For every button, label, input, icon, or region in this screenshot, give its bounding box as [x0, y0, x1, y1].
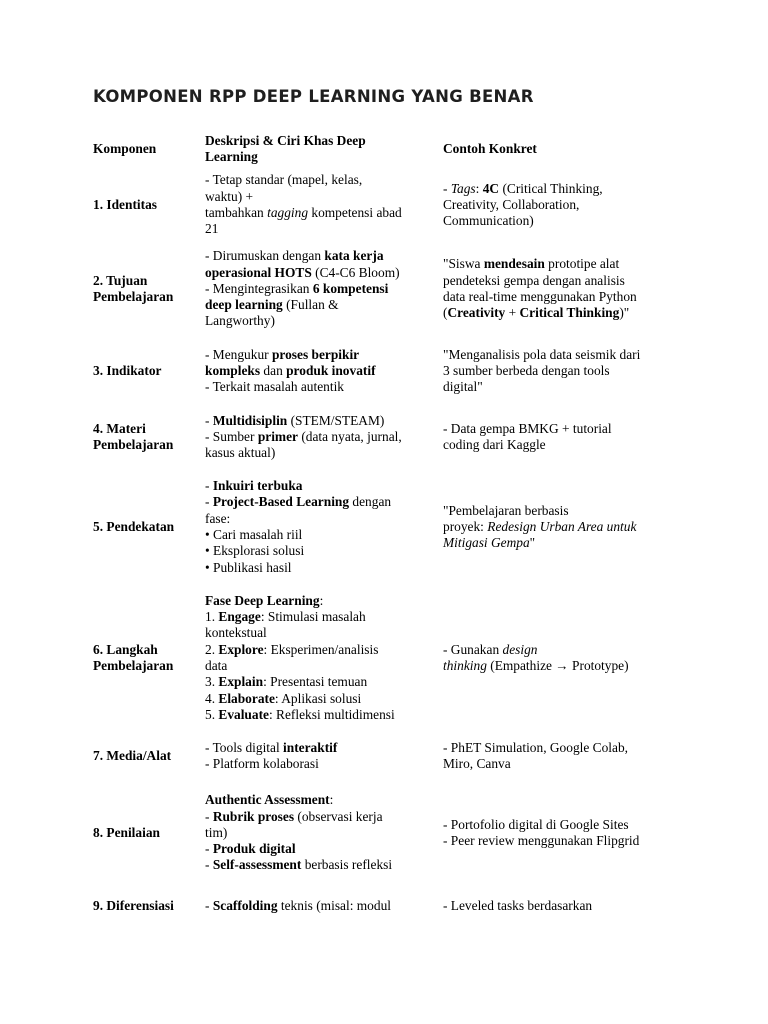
component-name-line: 6. Langkah — [93, 641, 158, 657]
text-line — [443, 740, 679, 756]
text-segment: - Sumber — [205, 428, 258, 444]
bold-text: Authentic Assessment — [205, 792, 330, 808]
text-segment: : Aplikasi solusi — [274, 690, 362, 706]
text-line — [205, 825, 439, 841]
text-segment: (Fullan & — [282, 297, 339, 313]
text-segment: dengan — [349, 494, 392, 510]
bold-text: 6 kompetensi — [312, 280, 389, 296]
text-segment: - Terkait masalah autentik — [205, 379, 344, 395]
bold-text: interaktif — [283, 739, 338, 755]
bold-text: Explain — [218, 674, 264, 690]
component-name — [91, 404, 203, 470]
text-segment: Creativity, Collaboration, — [443, 196, 580, 212]
component-name — [91, 732, 203, 780]
bold-text: Produk digital — [212, 841, 296, 857]
text-segment: tim) — [205, 824, 228, 840]
component-example — [441, 886, 681, 926]
text-segment: - PhET Simulation, Google Colab, — [443, 739, 628, 755]
italic-text: tagging — [267, 205, 309, 220]
text-segment: waktu) + — [205, 188, 254, 204]
bold-text: deep learning — [205, 297, 283, 313]
bold-text: Evaluate — [218, 706, 269, 722]
text-line — [205, 857, 439, 873]
text-line — [205, 674, 439, 690]
component-description — [203, 780, 441, 886]
component-name — [91, 584, 203, 732]
text-segment: - — [205, 808, 213, 824]
table-row — [91, 338, 681, 404]
bold-text: Self-assessment — [212, 857, 302, 873]
italic-text: Mitigasi Gempa — [443, 535, 530, 551]
component-name-line: 4. Materi — [93, 420, 146, 436]
text-segment: - Leveled tasks berdasarkan — [443, 897, 593, 913]
text-segment: (Empathize → Prototype) — [486, 658, 629, 673]
text-segment: : Refleksi multidimensi — [268, 706, 395, 722]
text-segment: teknis (misal: modul — [277, 897, 391, 913]
text-segment: : Presentasi temuan — [263, 674, 368, 690]
text-segment: - — [205, 478, 213, 494]
text-segment: - — [205, 841, 213, 857]
text-line — [443, 658, 679, 674]
table-row — [91, 780, 681, 886]
text-line — [443, 305, 679, 321]
text-segment: 3 sumber berbeda dengan tools — [443, 362, 610, 378]
text-segment: data real-time menggunakan Python — [443, 289, 637, 304]
component-example — [441, 404, 681, 470]
text-line — [205, 841, 439, 857]
text-line — [443, 213, 679, 229]
text-line — [443, 181, 679, 197]
text-segment: (Critical Thinking, — [499, 180, 603, 196]
table-header-row — [91, 128, 681, 170]
text-segment: • Cari masalah riil — [205, 527, 303, 542]
text-segment: (STEM/STEAM) — [287, 412, 385, 428]
text-line — [205, 413, 439, 429]
component-example — [441, 732, 681, 780]
text-line — [205, 898, 439, 914]
text-segment: 2. — [205, 641, 219, 657]
text-line — [205, 313, 439, 329]
text-segment: (C4-C6 Bloom) — [311, 264, 400, 280]
bold-text: Multidisiplin — [212, 412, 288, 428]
text-segment: dan — [260, 362, 287, 378]
text-line — [205, 445, 439, 461]
table-row — [91, 170, 681, 240]
bold-text: 4C — [482, 180, 500, 196]
text-line — [205, 756, 439, 772]
component-name-line: 3. Indikator — [93, 362, 162, 378]
bold-text: Rubrik proses — [212, 808, 295, 824]
component-name-line: 7. Media/Alat — [93, 747, 172, 763]
text-segment: - Platform kolaborasi — [205, 756, 319, 771]
text-line — [443, 519, 679, 535]
text-line — [443, 379, 679, 395]
text-line — [205, 221, 439, 237]
text-line — [205, 792, 439, 808]
text-line — [205, 740, 439, 756]
text-line — [205, 363, 439, 379]
text-line — [443, 197, 679, 213]
text-line — [205, 625, 439, 641]
text-line — [205, 494, 439, 510]
table-row — [91, 470, 681, 584]
text-segment: - — [205, 897, 213, 913]
italic-text: Redesign Urban Area untuk — [487, 518, 637, 534]
text-segment: digital" — [443, 379, 483, 395]
text-segment: kontekstual — [205, 625, 267, 641]
bold-text: Engage — [218, 609, 261, 625]
text-line — [443, 535, 679, 551]
component-name-line: 5. Pendekatan — [93, 518, 175, 534]
text-line — [205, 809, 439, 825]
text-line — [443, 503, 679, 519]
table-row — [91, 732, 681, 780]
text-line — [205, 691, 439, 707]
text-line — [443, 363, 679, 379]
text-line — [443, 833, 679, 849]
component-description — [203, 732, 441, 780]
text-segment: 4. — [205, 690, 219, 706]
component-name — [91, 240, 203, 338]
component-name-line: Pembelajaran — [93, 437, 174, 452]
component-name-line: Pembelajaran — [93, 658, 174, 673]
text-segment: (observasi kerja — [294, 808, 383, 824]
text-line — [443, 898, 679, 914]
text-segment: : Stimulasi masalah — [260, 609, 366, 625]
bold-text: Elaborate — [218, 690, 275, 706]
text-segment: proyek: — [443, 518, 488, 534]
header-deskripsi-line: Learning — [205, 149, 258, 164]
component-description — [203, 240, 441, 338]
text-segment: "Pembelajaran berbasis — [443, 502, 569, 518]
table-row — [91, 240, 681, 338]
text-segment: fase: — [205, 510, 231, 526]
text-segment: 21 — [205, 221, 219, 237]
text-segment: - Gunakan — [443, 641, 503, 657]
table-row — [91, 584, 681, 732]
component-name — [91, 170, 203, 240]
bold-text: produk inovatif — [286, 362, 376, 378]
text-segment: )" — [619, 305, 630, 321]
text-segment: "Siswa — [443, 256, 484, 272]
text-line — [443, 817, 679, 833]
text-segment: kompetensi abad — [308, 205, 402, 220]
component-example — [441, 240, 681, 338]
component-name — [91, 338, 203, 404]
text-segment: - Portofolio digital di Google Sites — [443, 816, 629, 832]
text-segment: • Eksplorasi solusi — [205, 543, 305, 559]
text-segment: kasus aktual) — [205, 445, 276, 461]
component-description — [203, 404, 441, 470]
text-line — [205, 511, 439, 527]
component-name — [91, 470, 203, 584]
component-example — [441, 338, 681, 404]
text-segment: 1. — [205, 609, 219, 625]
text-segment: - — [205, 412, 213, 428]
header-komponen: Komponen — [93, 140, 157, 156]
document-title: KOMPONEN RPP DEEP LEARNING YANG BENAR — [93, 87, 534, 106]
text-line — [205, 560, 439, 576]
bold-text: Fase Deep Learning — [205, 592, 320, 608]
text-segment: : — [475, 180, 483, 196]
text-segment: pendeteksi gempa dengan analisis — [443, 272, 625, 288]
text-segment: : — [329, 792, 334, 808]
component-name-line: 1. Identitas — [93, 196, 157, 212]
text-line — [205, 593, 439, 609]
text-segment: 5. — [205, 706, 219, 722]
text-line — [443, 421, 679, 437]
text-segment: - Mengintegrasikan — [205, 280, 313, 296]
text-segment: berbasis refleksi — [301, 857, 393, 873]
header-contoh: Contoh Konkret — [443, 140, 537, 156]
text-line — [205, 265, 439, 281]
text-line — [205, 205, 439, 221]
component-name-line: 2. Tujuan — [93, 272, 148, 288]
text-line — [443, 273, 679, 289]
text-segment: (data nyata, jurnal, — [297, 428, 402, 444]
text-line — [205, 248, 439, 264]
component-name — [91, 886, 203, 926]
text-segment: coding dari Kaggle — [443, 437, 546, 452]
text-line — [205, 609, 439, 625]
table-row — [91, 886, 681, 926]
component-example — [441, 584, 681, 732]
component-name-line: 9. Diferensiasi — [93, 897, 174, 913]
text-line — [205, 543, 439, 559]
text-line — [205, 172, 439, 188]
italic-text: design — [502, 641, 538, 657]
bold-text: primer — [257, 428, 298, 444]
bold-text: kompleks — [205, 362, 261, 378]
text-line — [205, 527, 439, 543]
text-line — [443, 756, 679, 772]
text-line — [205, 429, 439, 445]
text-segment: "Menganalisis pola data seismik dari — [443, 346, 641, 362]
text-segment: Langworthy) — [205, 313, 275, 329]
text-line — [205, 478, 439, 494]
bold-text: mendesain — [483, 256, 545, 272]
bold-text: Scaffolding — [212, 897, 278, 913]
bold-text: proses berpikir — [271, 346, 360, 362]
header-deskripsi — [203, 128, 441, 170]
text-segment: Miro, Canva — [443, 756, 511, 771]
text-line — [205, 642, 439, 658]
text-line — [205, 297, 439, 313]
component-example — [441, 780, 681, 886]
text-line — [443, 437, 679, 453]
component-name-line: 8. Penilaian — [93, 824, 160, 840]
bold-text: Inkuiri terbuka — [212, 478, 303, 494]
header-deskripsi-line: Deskripsi & Ciri Khas Deep — [205, 132, 366, 148]
text-line — [443, 347, 679, 363]
component-description — [203, 470, 441, 584]
text-segment: - Dirumuskan dengan — [205, 248, 325, 264]
component-description — [203, 584, 441, 732]
table-body — [91, 170, 681, 926]
italic-text: Tags — [450, 180, 476, 196]
text-segment: - Tetap standar (mapel, kelas, — [205, 172, 363, 188]
text-segment: + — [505, 305, 520, 321]
bold-text: Explore — [218, 641, 264, 657]
text-segment: ( — [443, 305, 448, 321]
bold-text: Critical Thinking — [519, 305, 620, 321]
component-name-line: Pembelajaran — [93, 289, 174, 304]
text-segment: - Peer review menggunakan Flipgrid — [443, 833, 640, 848]
component-example — [441, 470, 681, 584]
text-line — [205, 707, 439, 723]
component-description — [203, 338, 441, 404]
bold-text: operasional HOTS — [205, 264, 312, 280]
bold-text: kata kerja — [324, 248, 384, 264]
text-segment: - Data gempa BMKG + tutorial — [443, 420, 612, 436]
text-segment: : — [319, 592, 324, 608]
text-segment: • Publikasi hasil — [205, 559, 292, 575]
text-line — [205, 379, 439, 395]
bold-text: Creativity — [447, 305, 506, 321]
text-segment: tambahkan — [205, 205, 268, 220]
text-segment: Communication) — [443, 213, 534, 229]
italic-text: thinking — [443, 658, 487, 673]
text-line — [443, 642, 679, 658]
component-name — [91, 780, 203, 886]
text-line — [205, 281, 439, 297]
table-row — [91, 404, 681, 470]
component-description — [203, 886, 441, 926]
rpp-components-table — [91, 128, 681, 926]
text-segment: prototipe alat — [544, 256, 620, 272]
text-line — [205, 658, 439, 674]
text-line — [443, 289, 679, 305]
component-description — [203, 170, 441, 240]
text-segment: : Eksperimen/analisis — [263, 641, 379, 657]
component-example — [441, 170, 681, 240]
text-segment: - Tools digital — [205, 739, 284, 755]
text-line — [205, 347, 439, 363]
text-segment: - — [205, 857, 213, 873]
text-segment: " — [529, 535, 536, 551]
text-segment: data — [205, 658, 228, 673]
text-segment: - — [443, 180, 451, 196]
text-line — [205, 189, 439, 205]
text-segment: 3. — [205, 674, 219, 690]
text-segment: - Mengukur — [205, 346, 272, 362]
bold-text: Project-Based Learning — [212, 494, 350, 510]
text-line — [443, 256, 679, 272]
text-segment: - — [205, 494, 213, 510]
